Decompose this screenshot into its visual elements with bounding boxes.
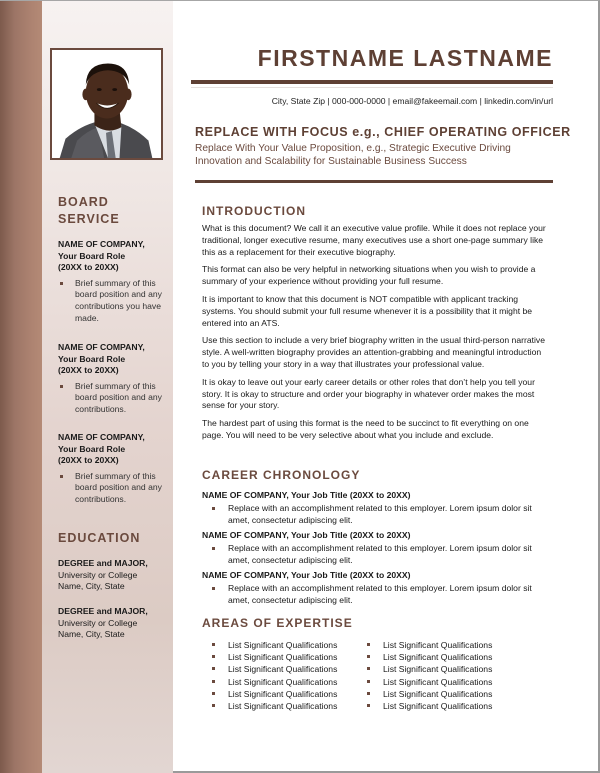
board-entry xyxy=(58,432,170,506)
board-service-heading xyxy=(58,194,120,228)
expertise-heading: AREAS OF EXPERTISE xyxy=(202,616,353,630)
expertise-column-left xyxy=(202,639,357,712)
job-accomplishment: Replace with an accomplishment related to this employer. Lorem ipsum dolor sit amet, consectetur adipiscing elit. xyxy=(202,583,547,607)
expertise-item: List Significant Qualifications xyxy=(357,700,512,712)
intro-paragraph: What is this document? We call it an executive value profile. While it does not replace your traditional, longer executive resume, many executives use a short one-page summary like this as a replacement for their executive biography. xyxy=(202,223,546,257)
board-entry xyxy=(58,342,170,416)
header-divider xyxy=(191,80,553,84)
job-title: NAME OF COMPANY, Your Job Title (20XX to 20XX) xyxy=(202,490,411,500)
expertise-item: List Significant Qualifications xyxy=(202,663,357,675)
board-summary: Brief summary of this board position and any contributions. xyxy=(58,471,170,506)
heading-line: SERVICE xyxy=(58,212,120,226)
introduction-body xyxy=(202,223,547,448)
expertise-item: List Significant Qualifications xyxy=(357,663,512,675)
board-dates: (20XX to 20XX) xyxy=(58,365,119,376)
career-heading: CAREER CHRONOLOGY xyxy=(202,468,361,482)
expertise-item: List Significant Qualifications xyxy=(357,651,512,663)
candidate-name: FIRSTNAME LASTNAME xyxy=(257,45,553,71)
job-entry xyxy=(202,570,547,606)
intro-paragraph: The hardest part of using this format is the need to be succinct to fit everything on one page. You will need to be very selective about what you include and exclude. xyxy=(202,418,529,440)
expertise-item: List Significant Qualifications xyxy=(202,676,357,688)
contact-info: City, State Zip | 000-000-0000 | email@fakeemail.com | linkedin.com/in/url xyxy=(271,96,553,106)
board-company: NAME OF COMPANY, xyxy=(58,432,145,442)
board-summary: Brief summary of this board position and any contributions. xyxy=(58,381,170,416)
board-dates: (20XX to 20XX) xyxy=(58,262,119,273)
board-entry xyxy=(58,239,170,324)
expertise-item: List Significant Qualifications xyxy=(357,676,512,688)
board-role: Your Board Role xyxy=(58,250,126,261)
intro-paragraph: It is important to know that this document is NOT compatible with applicant tracking systems. You should submit your full resume whenever it is a possibility that it might be entered into an ATS. xyxy=(202,293,533,328)
education-entry xyxy=(58,606,170,641)
person-photo-icon xyxy=(52,50,161,158)
header-thin-divider xyxy=(191,87,553,88)
school-location: Name, City, State xyxy=(58,581,125,592)
school: University or College xyxy=(58,617,138,628)
value-proposition: Replace With Your Value Proposition, e.g., Strategic Executive Driving Innovation and Scalability for Sustainable Business Success xyxy=(195,143,511,167)
intro-paragraph: Use this section to include a very brief biography written in the usual third-person narrative style. A well-written biography provides an attention-grabbing and meaningful introduction to you by telling your story in a way that illustrates your professional value. xyxy=(202,335,545,369)
profile-photo xyxy=(50,48,163,160)
job-entry xyxy=(202,490,547,526)
expertise-item: List Significant Qualifications xyxy=(357,639,512,651)
expertise-item: List Significant Qualifications xyxy=(202,700,357,712)
board-company: NAME OF COMPANY, xyxy=(58,342,145,352)
expertise-list xyxy=(202,639,547,712)
school-location: Name, City, State xyxy=(58,629,125,640)
focus-divider xyxy=(195,180,553,183)
degree: DEGREE and MAJOR, xyxy=(58,606,148,616)
intro-paragraph: This format can also be very helpful in networking situations when you wish to provide a summary of your experience without providing your full resume. xyxy=(202,264,536,287)
intro-paragraph: It is okay to leave out your early career details or other roles that don’t help you tell your story. It is okay to structure and order your biography in whatever order makes the most sense for your story. xyxy=(202,376,535,411)
board-role: Your Board Role xyxy=(58,353,126,364)
job-accomplishment: Replace with an accomplishment related to this employer. Lorem ipsum dolor sit amet, consectetur adipiscing elit. xyxy=(202,503,547,527)
job-accomplishment: Replace with an accomplishment related to this employer. Lorem ipsum dolor sit amet, consectetur adipiscing elit. xyxy=(202,543,547,567)
degree: DEGREE and MAJOR, xyxy=(58,558,148,568)
education-entry xyxy=(58,558,170,593)
job-entry xyxy=(202,530,547,566)
board-role: Your Board Role xyxy=(58,443,126,454)
expertise-column-right xyxy=(357,639,512,712)
expertise-item: List Significant Qualifications xyxy=(357,688,512,700)
board-company: NAME OF COMPANY, xyxy=(58,239,145,249)
school: University or College xyxy=(58,569,138,580)
introduction-heading: INTRODUCTION xyxy=(202,204,306,218)
job-title: NAME OF COMPANY, Your Job Title (20XX to 20XX) xyxy=(202,570,411,580)
job-title: NAME OF COMPANY, Your Job Title (20XX to 20XX) xyxy=(202,530,411,540)
board-dates: (20XX to 20XX) xyxy=(58,455,119,466)
expertise-item: List Significant Qualifications xyxy=(202,651,357,663)
decorative-edge-strip xyxy=(0,1,42,773)
expertise-item: List Significant Qualifications xyxy=(202,688,357,700)
education-heading: EDUCATION xyxy=(58,531,141,545)
board-summary: Brief summary of this board position and any contributions you have made. xyxy=(58,278,170,324)
focus-title: REPLACE WITH FOCUS e.g., CHIEF OPERATING OFFICER xyxy=(195,125,571,139)
expertise-item: List Significant Qualifications xyxy=(202,639,357,651)
heading-line: BOARD xyxy=(58,195,109,209)
